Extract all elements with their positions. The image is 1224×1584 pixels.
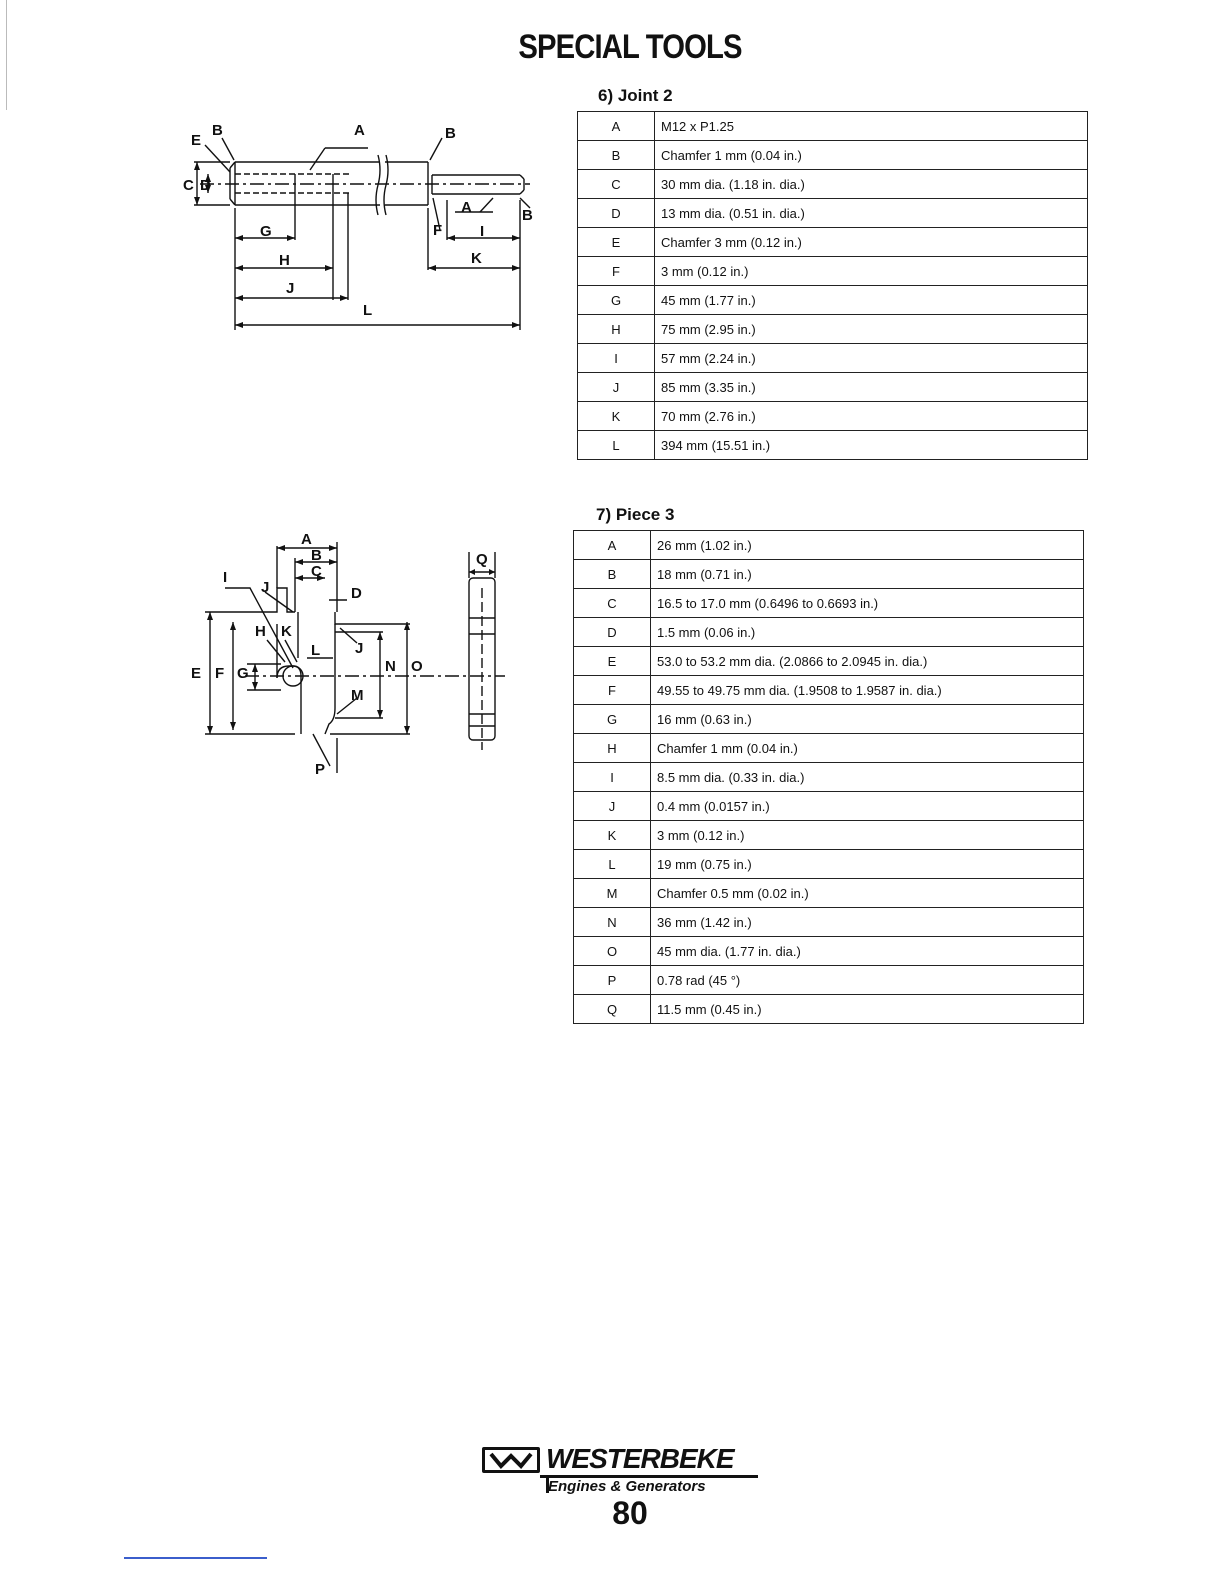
dimension-key: K [578, 402, 655, 431]
dimension-key: M [574, 879, 651, 908]
dimension-value: 53.0 to 53.2 mm dia. (2.0866 to 2.0945 in. dia.) [651, 647, 1084, 676]
table-row [574, 850, 1084, 879]
table-row [574, 763, 1084, 792]
joint2-label-b1: B [212, 122, 223, 139]
dimension-value: 16 mm (0.63 in.) [651, 705, 1084, 734]
piece3-label-h: H [255, 623, 266, 640]
piece3-label-e: E [191, 665, 202, 682]
dimension-key: I [574, 763, 651, 792]
dimension-value: 85 mm (3.35 in.) [655, 373, 1088, 402]
dimension-value: 30 mm dia. (1.18 in. dia.) [655, 170, 1088, 199]
piece3-label-o: O [411, 658, 423, 675]
joint2-label-c: C [183, 177, 194, 194]
dimension-value: 26 mm (1.02 in.) [651, 531, 1084, 560]
joint2-label-f: F [433, 222, 443, 239]
dimension-value: 75 mm (2.95 in.) [655, 315, 1088, 344]
table-row [578, 344, 1088, 373]
joint2-label-g: G [260, 223, 272, 240]
dimension-value: 57 mm (2.24 in.) [655, 344, 1088, 373]
dimension-value: 36 mm (1.42 in.) [651, 908, 1084, 937]
table-row [574, 792, 1084, 821]
joint2-label-a1: A [354, 122, 365, 139]
dimension-key: G [578, 286, 655, 315]
westerbeke-logo [482, 1445, 762, 1495]
piece3-label-c: C [311, 563, 322, 580]
dimension-key: H [574, 734, 651, 763]
piece3-label-q: Q [476, 551, 488, 568]
dimension-key: I [578, 344, 655, 373]
dimension-key: E [578, 228, 655, 257]
dimension-value: Chamfer 1 mm (0.04 in.) [651, 734, 1084, 763]
dimension-value: 13 mm dia. (0.51 in. dia.) [655, 199, 1088, 228]
table-row [574, 647, 1084, 676]
table-row [574, 676, 1084, 705]
piece3-label-g: G [237, 665, 249, 682]
dimension-key: O [574, 937, 651, 966]
table-row [574, 908, 1084, 937]
table-row [578, 373, 1088, 402]
table-row [578, 112, 1088, 141]
table-row [578, 257, 1088, 286]
joint2-figure [180, 110, 550, 340]
dimension-key: G [574, 705, 651, 734]
dimension-value: Chamfer 3 mm (0.12 in.) [655, 228, 1088, 257]
table-row [574, 821, 1084, 850]
dimension-value: 45 mm (1.77 in.) [655, 286, 1088, 315]
table-row [578, 286, 1088, 315]
dimension-value: 394 mm (15.51 in.) [655, 431, 1088, 460]
table-row [578, 431, 1088, 460]
table-row [578, 199, 1088, 228]
dimension-value: 70 mm (2.76 in.) [655, 402, 1088, 431]
piece3-label-f: F [215, 665, 225, 682]
table-row [578, 402, 1088, 431]
table-row [578, 170, 1088, 199]
table-row [574, 995, 1084, 1024]
dimension-key: F [574, 676, 651, 705]
dimension-key: B [574, 560, 651, 589]
piece3-label-j2: J [355, 640, 364, 657]
page-number: 80 [612, 1495, 648, 1531]
table-row [578, 315, 1088, 344]
table-row [574, 705, 1084, 734]
dimension-value: Chamfer 0.5 mm (0.02 in.) [651, 879, 1084, 908]
dimension-value: 0.78 rad (45 °) [651, 966, 1084, 995]
piece3-label-m: M [351, 687, 364, 704]
joint2-label-b3: B [522, 207, 533, 224]
dimension-value: 0.4 mm (0.0157 in.) [651, 792, 1084, 821]
dimension-value: 11.5 mm (0.45 in.) [651, 995, 1084, 1024]
joint2-label-k: K [471, 250, 482, 267]
piece3-label-a: A [301, 531, 312, 548]
joint2-label-j: J [286, 280, 295, 297]
dimension-value: M12 x P1.25 [655, 112, 1088, 141]
table-row [574, 531, 1084, 560]
joint2-label-h: H [279, 252, 290, 269]
dimension-key: L [574, 850, 651, 879]
table-row [574, 879, 1084, 908]
table-row [574, 560, 1084, 589]
dimension-value: 16.5 to 17.0 mm (0.6496 to 0.6693 in.) [651, 589, 1084, 618]
piece3-heading: 7) Piece 3 [596, 505, 675, 524]
dimension-key: E [574, 647, 651, 676]
piece3-label-p: P [315, 761, 326, 778]
dimension-value: 3 mm (0.12 in.) [651, 821, 1084, 850]
table-row [574, 618, 1084, 647]
joint2-label-l: L [363, 302, 373, 319]
dimension-value: 18 mm (0.71 in.) [651, 560, 1084, 589]
dimension-key: D [574, 618, 651, 647]
table-row [574, 734, 1084, 763]
dimension-key: D [578, 199, 655, 228]
joint2-table [577, 111, 1088, 460]
joint2-label-e: E [191, 132, 202, 149]
table-row [578, 141, 1088, 170]
joint2-label-i: I [480, 223, 485, 240]
dimension-key: N [574, 908, 651, 937]
dimension-key: Q [574, 995, 651, 1024]
piece3-figure [185, 528, 505, 780]
dimension-key: C [574, 589, 651, 618]
piece3-label-l: L [311, 642, 321, 659]
joint2-label-b2: B [445, 125, 456, 142]
dimension-value: 1.5 mm (0.06 in.) [651, 618, 1084, 647]
dimension-value: 8.5 mm dia. (0.33 in. dia.) [651, 763, 1084, 792]
piece3-label-k: K [281, 623, 292, 640]
margin-line [6, 0, 7, 110]
table-row [574, 937, 1084, 966]
dimension-key: F [578, 257, 655, 286]
joint2-heading: 6) Joint 2 [598, 86, 673, 105]
dimension-key: H [578, 315, 655, 344]
logo-subtitle: Engines & Generators [548, 1478, 706, 1495]
dimension-key: J [578, 373, 655, 402]
piece3-label-j1: J [261, 579, 270, 596]
table-row [578, 228, 1088, 257]
dimension-key: B [578, 141, 655, 170]
dimension-value: 45 mm dia. (1.77 in. dia.) [651, 937, 1084, 966]
table-row [574, 966, 1084, 995]
page-title: SPECIAL TOOLS [518, 28, 742, 66]
dimension-key: J [574, 792, 651, 821]
dimension-value: Chamfer 1 mm (0.04 in.) [655, 141, 1088, 170]
dimension-key: A [578, 112, 655, 141]
footer-link-underline [124, 1557, 267, 1559]
dimension-key: C [578, 170, 655, 199]
piece3-label-d: D [351, 585, 362, 602]
table-row [574, 589, 1084, 618]
joint2-label-d: D [200, 177, 211, 194]
dimension-key: K [574, 821, 651, 850]
piece3-label-b: B [311, 547, 322, 564]
joint2-label-a2: A [461, 199, 472, 216]
logo-mark-icon [482, 1447, 540, 1473]
piece3-table [573, 530, 1084, 1024]
dimension-key: L [578, 431, 655, 460]
dimension-key: P [574, 966, 651, 995]
piece3-label-n: N [385, 658, 396, 675]
dimension-value: 19 mm (0.75 in.) [651, 850, 1084, 879]
piece3-label-i: I [223, 569, 228, 586]
dimension-value: 49.55 to 49.75 mm dia. (1.9508 to 1.9587 in. dia.) [651, 676, 1084, 705]
logo-name: WESTERBEKE [546, 1443, 734, 1474]
dimension-key: A [574, 531, 651, 560]
dimension-value: 3 mm (0.12 in.) [655, 257, 1088, 286]
